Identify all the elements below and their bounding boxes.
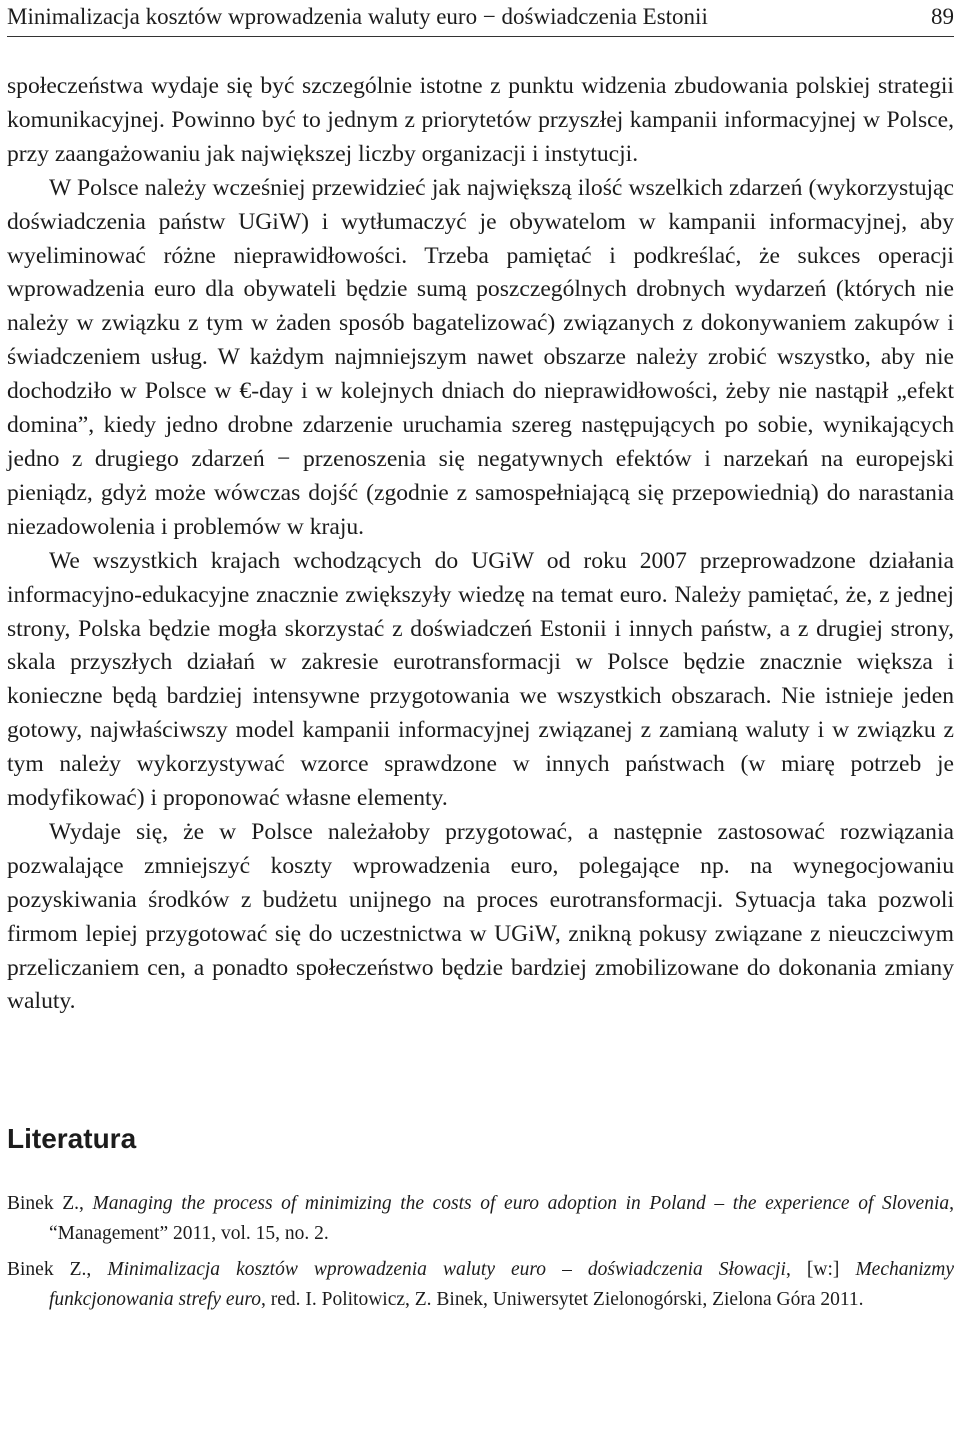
reference-title: Minimalizacja kosztów wprowadzenia waluty euro – doświadczenia Słowacji [107, 1259, 786, 1281]
section-heading-literatura: Literatura [7, 1123, 137, 1155]
running-title: Minimalizacja kosztów wprowadzenia waluty euro − doświadczenia Estonii [7, 4, 708, 29]
reference-book-title: Mechanizmy funkcjonowania strefy euro [49, 1259, 954, 1311]
reference-item [7, 1255, 954, 1315]
reference-item [7, 1189, 954, 1249]
reference-author: Binek Z., [7, 1259, 108, 1281]
running-head [7, 0, 954, 37]
reference-list [7, 1189, 954, 1315]
paragraph: We wszystkich krajach wchodzących do UGiW od roku 2007 przeprowadzone działania informacyjno-edukacyjne znacznie zwiększyły wiedzę na temat euro. Należy pamiętać, że, z jednej strony, Polska będzie mogła skorzystać z doświadczeń Estonii i innych państw, a z drugiej strony, skala przyszłych działań w zakresie eurotransformacji w Polsce będzie znacznie większa i konieczne będą bardziej intensywne przygotowania we wszystkich obszarach. Nie istnieje jeden gotowy, najwłaściwszy model kampanii informacyjnej związanej z zamianą waluty i w związku z tym należy wykorzystywać wzorce sprawdzone w innych państwach (w miarę potrzeb je modyfikować) i proponować własne elementy. [7, 547, 954, 812]
reference-title: Managing the process of minimizing the costs of euro adoption in Poland – the experience of Slovenia [92, 1193, 950, 1215]
reference-details: , red. I. Politowicz, Z. Binek, Uniwersytet Zielonogórski, Zielona Góra 2011. [260, 1289, 864, 1311]
reference-author: Binek Z., [7, 1193, 93, 1215]
paragraph: Wydaje się, że w Polsce należałoby przygotować, a następnie zastosować rozwiązania pozwalające zmniejszyć koszty wprowadzenia euro, polegające np. na wynegocjowaniu pozyskiwania środków z budżetu unijnego na proces eurotransformacji. Sytuacja taka pozwoli firmom lepiej przygotować się do uczestnictwa w UGiW, znikną pokusy związane z nieuczciwym przeliczaniem cen, a ponadto społeczeństwo będzie bardziej zmobilizowane do dokonania zmiany waluty. [7, 818, 954, 1015]
body-text [7, 70, 954, 1019]
page-number: 89 [931, 4, 954, 29]
reference-in: , [w:] [785, 1259, 856, 1281]
paragraph-continued: społeczeństwa wydaje się być szczególnie istotne z punktu widzenia zbudowania polskiej strategii komunikacyjnej. Powinno być to jednym z priorytetów przyszłej kampanii informacyjnej w Polsce, przy zaangażowaniu jak największej liczby organizacji i instytucji. [7, 73, 954, 167]
reference-details: , “Management” 2011, vol. 15, no. 2. [49, 1193, 954, 1245]
paragraph: W Polsce należy wcześniej przewidzieć jak największą ilość wszelkich zdarzeń (wykorzystując doświadczenia państw UGiW) i wytłumaczyć je obywatelom w kampanii informacyjnej, aby wyeliminować różne nieprawidłowości. Trzeba pamiętać i podkreślać, że sukces operacji wprowadzenia euro dla obywateli będzie sumą poszczególnych drobnych wydarzeń (których nie należy w związku z tym w żaden sposób bagatelizować) związanych z dokonywaniem zakupów i świadczeniem usług. W każdym najmniejszym nawet obszarze należy zrobić wszystko, aby nie dochodziło w Polsce w €-day i w kolejnych dniach do nieprawidłowości, żeby nie nastąpił „efekt domina”, kiedy jedno drobne zdarzenie uruchamia szereg następujących po sobie, wynikających jedno z drugiego zdarzeń − przenoszenia się negatywnych efektów i narzekań na europejski pieniądz, gdyż może wówczas dojść (zgodnie z samospełniającą się przepowiednią) do narastania niezadowolenia i problemów w kraju. [7, 174, 954, 540]
